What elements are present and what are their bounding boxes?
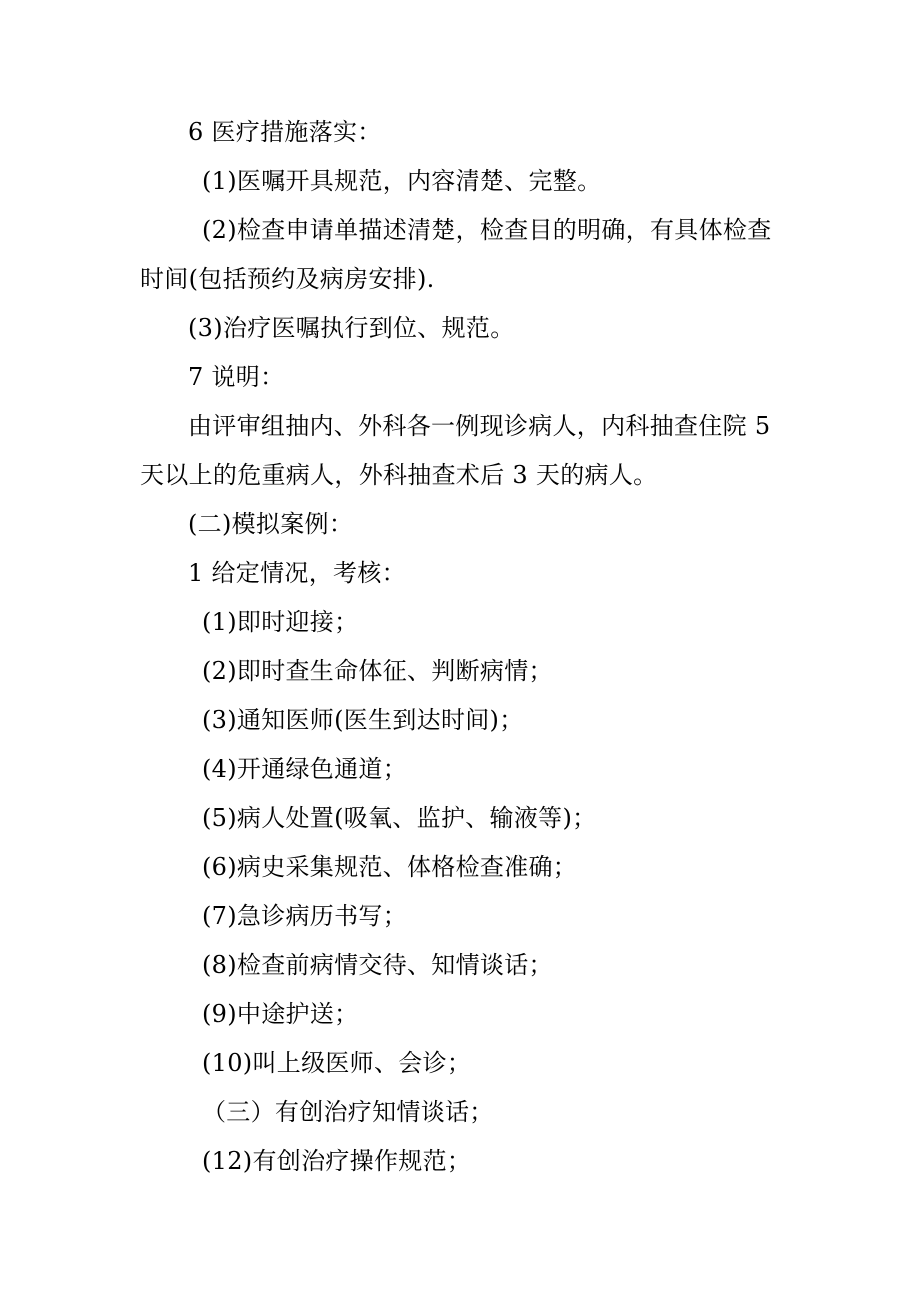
list-item: (7)急诊病历书写；: [202, 902, 407, 930]
list-item: (3)治疗医嘱执行到位、规范。: [188, 314, 515, 342]
section-heading-simulation: (二)模拟案例：: [188, 510, 354, 538]
list-item: (1)即时迎接；: [202, 608, 359, 636]
paragraph-line: 由评审组抽内、外科各一例现诊病人，内科抽查住院 5: [188, 412, 771, 440]
list-item: (1)医嘱开具规范，内容清楚、完整。: [202, 167, 602, 195]
section-heading-medical-measures: 6 医疗措施落实：: [188, 118, 382, 146]
list-item: (12)有创治疗操作规范；: [202, 1147, 472, 1175]
list-item-continuation: 时间(包括预约及病房安排).: [140, 265, 435, 293]
list-item: (9)中途护送；: [202, 1000, 359, 1028]
list-item: (2)即时查生命体征、判断病情；: [202, 657, 553, 685]
list-item: (6)病史采集规范、体格检查准确；: [202, 853, 578, 881]
section-heading-notes: 7 说明：: [188, 363, 285, 391]
list-item: (2)检查申请单描述清楚，检查目的明确，有具体检查: [202, 216, 772, 244]
list-item: （三）有创治疗知情谈话；: [202, 1098, 494, 1126]
subsection-heading: 1 给定情况，考核：: [188, 559, 406, 587]
list-item: (5)病人处置(吸氧、监护、输液等)；: [202, 804, 597, 832]
list-item: (10)叫上级医师、会诊；: [202, 1049, 472, 1077]
paragraph-line: 天以上的危重病人，外科抽查术后 3 天的病人。: [140, 461, 658, 489]
list-item: (3)通知医师(医生到达时间)；: [202, 706, 524, 734]
list-item: (8)检查前病情交待、知情谈话；: [202, 951, 553, 979]
list-item: (4)开通绿色通道；: [202, 755, 407, 783]
